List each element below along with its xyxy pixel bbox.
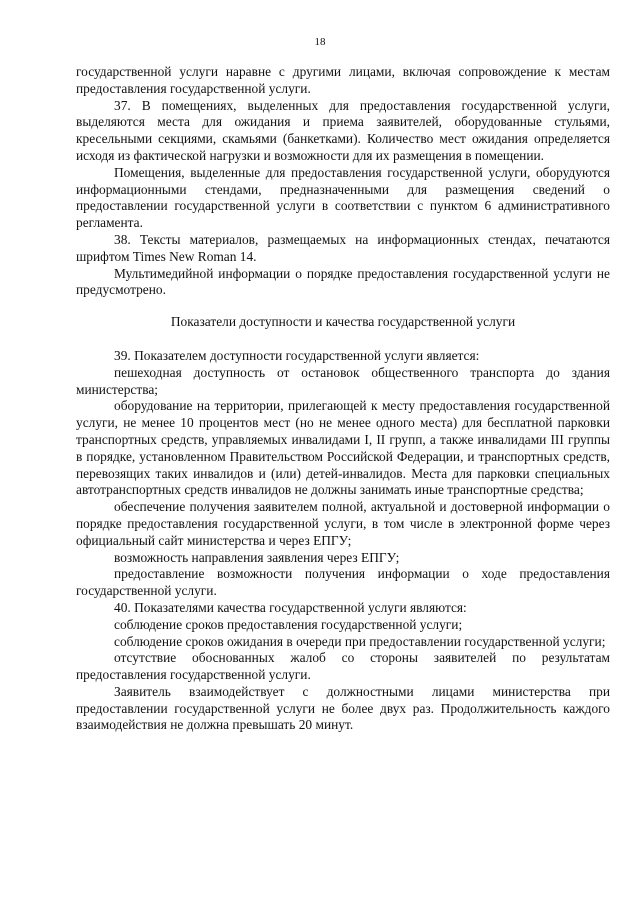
list-item: обеспечение получения заявителем полной, актуальной и достоверной информации о порядке предоставления государственной услуги, в том числе в электронной форме через официальный сайт министерства и через ЕПГУ; [76, 499, 610, 548]
list-item: оборудование на территории, прилегающей к месту предоставления государственной услуги, не менее 10 процентов мест (но не менее одного места) для бесплатной парковки транспортных средств, управляемых инвалидами I, II групп, а также инвалидами III группы в порядке, установленном Правительством Российской Федерации, и транспортных средств, перевозящих таких инвалидов и (или) детей-инвалидов. Места для парковки специальных автотранспортных средств инвалидов не должны занимать иные транспортные средства; [76, 398, 610, 498]
paragraph-interaction: Заявитель взаимодействует с должностными лицами министерства при предоставлении государственной услуги не более двух раз. Продолжительность каждого взаимодействия не должна превышать 20 минут. [76, 683, 610, 733]
list-item: отсутствие обоснованных жалоб со стороны заявителей по результатам предоставления государственной услуги. [76, 650, 610, 683]
page-number: 18 [314, 36, 326, 48]
paragraph-item-40: 40. Показателями качества государственной услуги являются: [114, 599, 467, 615]
list-item: предоставление возможности получения информации о ходе предоставления государственной услуги. [76, 566, 610, 599]
list-item: соблюдение сроков предоставления государственной услуги; [114, 616, 463, 632]
paragraph-continuation: государственной услуги наравне с другими лицами, включая сопровождение к местам предоставления государственной услуги. [76, 64, 610, 96]
paragraph-multimedia: Мультимедийной информации о порядке предоставления государственной услуги не предусмотрено. [76, 265, 610, 298]
paragraph-item-39: 39. Показателем доступности государственной услуги является: [114, 347, 480, 363]
list-item: соблюдение сроков ожидания в очереди при предоставлении государственной услуги; [114, 633, 606, 649]
list-item: возможность направления заявления через ЕПГУ; [114, 549, 400, 565]
document-body [76, 64, 610, 734]
paragraph-item-38: 38. Тексты материалов, размещаемых на информационных стендах, печатаются шрифтом Times New Roman 14. [76, 231, 610, 264]
section-heading: Показатели доступности и качества государственной услуги [170, 314, 516, 330]
paragraph-item-37: 37. В помещениях, выделенных для предоставления государственной услуги, выделяются места для ожидания и приема заявителей, оборудованные стульями, кресельными секциями, скамьями (банкетками). Количество мест ожидания определяется исходя из фактической нагрузки и возможности для их размещения в помещении. [76, 97, 610, 163]
list-item: пешеходная доступность от остановок общественного транспорта до здания министерства; [76, 364, 610, 397]
paragraph-info-stands: Помещения, выделенные для предоставления государственной услуги, оборудуются информационными стендами, предназначенными для размещения сведений о предоставлении государственной услуги в соответствии с пунктом 6 административного регламента. [76, 164, 610, 231]
